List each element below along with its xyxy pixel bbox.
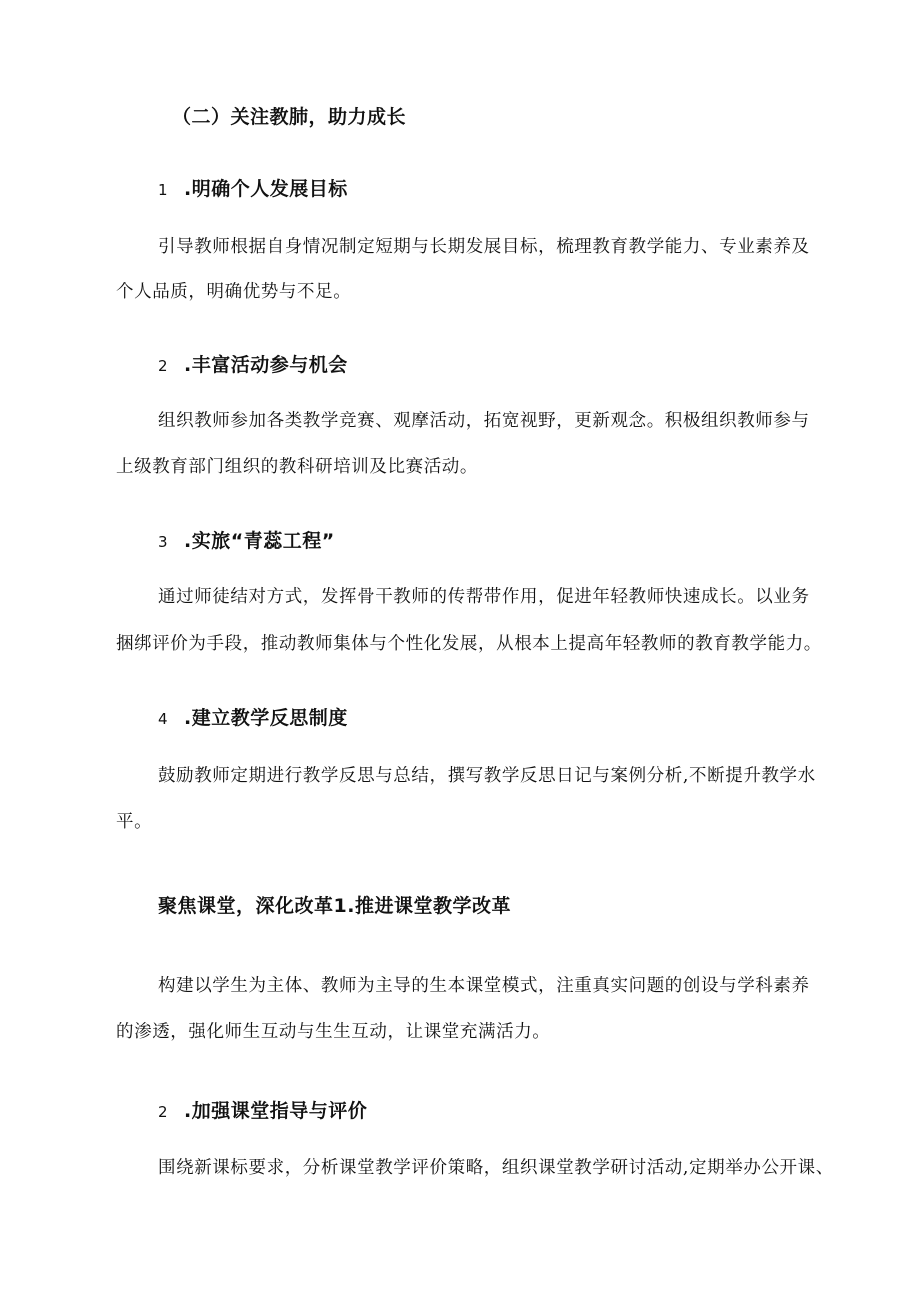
- item-3-paragraph-line-2: 捆绑评价为手段，推动教师集体与个性化发展，从根本上提高年轻教师的教育教学能力。: [116, 634, 822, 654]
- item-1-paragraph-line-1: 引导教师根据自身情况制定短期与长期发展目标，梳理教育教学能力、专业素养及: [158, 237, 810, 257]
- item-4-paragraph-line-1: 鼓励教师定期进行教学反思与总结，撰写教学反思日记与案例分析,不断提升教学水: [158, 766, 816, 786]
- item-number-3: 3: [158, 533, 169, 551]
- item-2-paragraph-line-2: 上级教育部门组织的教科研培训及比赛活动。: [116, 457, 478, 477]
- section2-paragraph-line-1: 构建以学生为主体、教师为主导的生本课堂模式，注重真实问题的创设与学科素养: [158, 976, 810, 996]
- item-1-paragraph-line-2: 个人品质，明确优势与不足。: [116, 282, 352, 302]
- item-number-4: 4: [158, 710, 169, 728]
- section2-item-2-paragraph-line-1: 围绕新课标要求，分析课堂教学评价策略，组织课堂教学研讨活动,定期举办公开课、: [158, 1158, 834, 1178]
- item-4-paragraph-line-2: 平。: [116, 812, 153, 832]
- item-title-2: .丰富活动参与机会: [184, 354, 348, 376]
- item-heading-4: [158, 703, 348, 730]
- section2-item-title-2: .加强课堂指导与评价: [184, 1100, 368, 1122]
- item-3-paragraph-line-1: 通过师徒结对方式，发挥骨干教师的传帮带作用，促进年轻教师快速成长。以业务: [158, 587, 810, 607]
- section-heading: （二）关注教肺，助力成长: [172, 106, 407, 128]
- section2-paragraph-line-2: 的渗透，强化师生互动与生生互动，让课堂充满活力。: [116, 1022, 551, 1042]
- section2-item-heading-2: [158, 1096, 367, 1123]
- item-title-3: .实旅“青蕊工程”: [184, 530, 335, 552]
- item-2-paragraph-line-1: 组织教师参加各类教学竞赛、观摩活动，拓宽视野，更新观念。积极组织教师参与: [158, 411, 810, 431]
- item-heading-2: [158, 350, 348, 377]
- section2-heading: 聚焦课堂，深化改革1.推进课堂教学改革: [158, 895, 511, 917]
- item-title-4: .建立教学反思制度: [184, 707, 348, 729]
- item-heading-1: [158, 174, 348, 201]
- item-number-1: 1: [158, 181, 169, 199]
- section2-item-number-2: 2: [158, 1103, 169, 1121]
- item-title-1: .明确个人发展目标: [184, 178, 348, 200]
- item-number-2: 2: [158, 357, 169, 375]
- item-heading-3: [158, 526, 335, 553]
